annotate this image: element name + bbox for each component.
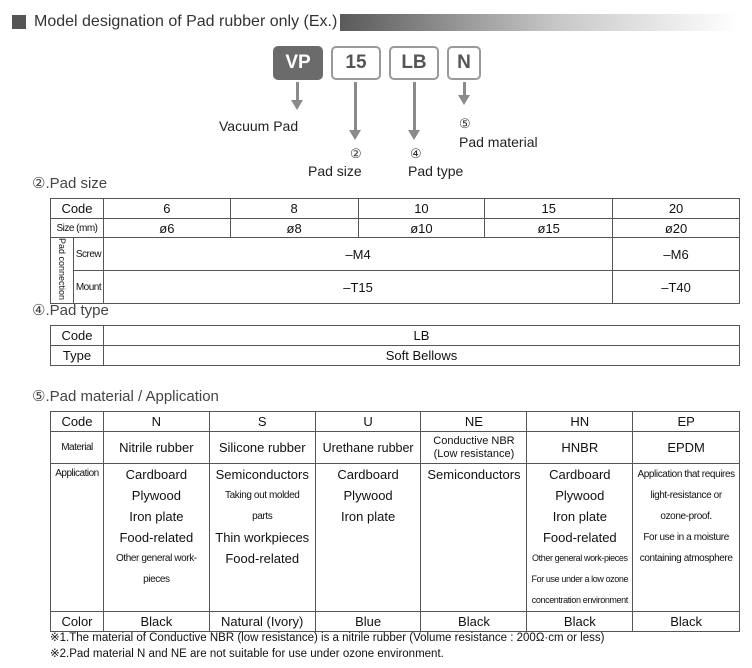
cell-application-label: Application: [51, 464, 104, 612]
cell-code: N: [103, 412, 209, 432]
cell-code-label: Code: [51, 412, 104, 432]
pad-material-title: ⑤.Pad material / Application: [32, 388, 219, 405]
table-row: [51, 219, 740, 238]
code-box-type: LB: [389, 46, 439, 80]
app-line: concentration environment: [531, 595, 628, 605]
app-line: For use under a low ozone: [531, 574, 629, 584]
table-row: [51, 612, 740, 632]
note-1: ※1.The material of Conductive NBR (low resistance) is a nitrile rubber (Volume resistance : 200Ω·cm or less): [50, 632, 605, 644]
app-line: pieces: [143, 574, 170, 585]
app-line: Plywood: [131, 488, 181, 503]
cell-code: EP: [633, 412, 740, 432]
app-line: ozone-proof.: [660, 511, 712, 522]
app-line: Application that requires: [637, 469, 735, 480]
cell-color: Black: [633, 612, 740, 632]
cell-screw-label: Screw: [73, 238, 103, 271]
app-line: Food-related: [225, 551, 300, 566]
cell-size: ø8: [230, 219, 358, 238]
app-line: Semiconductors: [427, 467, 521, 482]
cell-application-n: [103, 464, 209, 612]
cell-code: HN: [527, 412, 633, 432]
arrow-down-icon: [291, 100, 303, 110]
cell-code: 6: [103, 199, 230, 219]
app-line: Other general work-pieces: [532, 553, 628, 563]
cell-material: Silicone rubber: [209, 432, 315, 464]
cell-color: Natural (Ivory): [209, 612, 315, 632]
cell-size-label: Size (mm): [51, 219, 104, 238]
app-line: Plywood: [343, 488, 393, 503]
num-pad-type: ④: [410, 146, 422, 161]
section-header: [12, 12, 738, 32]
cell-code: S: [209, 412, 315, 432]
pad-size-title: ②.Pad size: [32, 175, 108, 192]
label-vacuum-pad: Vacuum Pad: [219, 118, 299, 134]
cell-color: Black: [421, 612, 527, 632]
code-box-size: 15: [331, 46, 381, 80]
app-line: Thin workpieces: [215, 530, 310, 545]
cell-code: U: [315, 412, 421, 432]
app-line: Plywood: [555, 488, 605, 503]
cell-code: NE: [421, 412, 527, 432]
note-2: ※2.Pad material N and NE are not suitable for use under ozone environment.: [50, 648, 444, 660]
cell-mount-label: Mount: [73, 271, 103, 304]
table-row: [51, 238, 740, 271]
table-row: [51, 271, 740, 304]
num-pad-size: ②: [350, 146, 362, 161]
pad-size-table: [50, 198, 740, 304]
pad-material-table: [50, 411, 740, 632]
cell-application-s: [209, 464, 315, 612]
arrow-type: [413, 82, 416, 132]
cell-color-label: Color: [51, 612, 104, 632]
app-line: Iron plate: [552, 509, 607, 524]
cell-material: [421, 432, 527, 464]
table-row: [51, 464, 740, 612]
cell-size: ø10: [358, 219, 485, 238]
cell-application-ep: [633, 464, 740, 612]
cell-material: HNBR: [527, 432, 633, 464]
app-line: Cardboard: [125, 467, 188, 482]
cell-screw-b: –M6: [613, 238, 740, 271]
cell-code-label: Code: [51, 199, 104, 219]
cell-code: 10: [358, 199, 485, 219]
cell-code: 8: [230, 199, 358, 219]
cell-screw-a: –M4: [103, 238, 612, 271]
gradient-bar: [340, 14, 738, 31]
label-pad-size: Pad size: [308, 163, 362, 179]
table-row: [51, 199, 740, 219]
table-row: [51, 326, 740, 346]
app-line: Iron plate: [129, 509, 184, 524]
app-line: For use in a moisture: [643, 532, 729, 543]
label-pad-material: Pad material: [459, 134, 538, 150]
cell-type-value: Soft Bellows: [103, 346, 739, 366]
cell-color: Black: [103, 612, 209, 632]
cell-material-label: Material: [51, 432, 104, 464]
cell-mount-b: –T40: [613, 271, 740, 304]
cell-code-label: Code: [51, 326, 104, 346]
table-row: [51, 412, 740, 432]
table-row: [51, 432, 740, 464]
cell-application-u: [315, 464, 421, 612]
header-title: Model designation of Pad rubber only (Ex.): [34, 13, 338, 30]
arrow-down-icon: [458, 95, 470, 105]
table-row: [51, 346, 740, 366]
cell-color: Black: [527, 612, 633, 632]
cell-mount-a: –T15: [103, 271, 612, 304]
arrow-down-icon: [349, 130, 361, 140]
arrow-size: [354, 82, 357, 132]
app-line: containing atmosphere: [639, 553, 733, 564]
app-line: Other general work-: [115, 553, 197, 564]
material-ne-line2: (Low resistance): [433, 447, 515, 460]
cell-color: Blue: [315, 612, 421, 632]
cell-material: EPDM: [633, 432, 740, 464]
app-line: Semiconductors: [215, 467, 309, 482]
cell-size: ø20: [613, 219, 740, 238]
app-line: light-resistance or: [650, 490, 722, 501]
cell-code: 20: [613, 199, 740, 219]
arrow-down-icon: [408, 130, 420, 140]
label-pad-type: Pad type: [408, 163, 464, 179]
material-ne-line1: Conductive NBR: [433, 434, 515, 447]
num-pad-material: ⑤: [459, 116, 471, 131]
code-box-material: N: [447, 46, 481, 80]
cell-application-ne: [421, 464, 527, 612]
pad-type-table: [50, 325, 740, 366]
cell-size: ø6: [103, 219, 230, 238]
cell-pad-connection: [51, 238, 74, 304]
app-line: parts: [252, 511, 273, 522]
pad-type-title: ④.Pad type: [32, 302, 109, 319]
cell-material: [315, 432, 421, 464]
app-line: Iron plate: [340, 509, 396, 524]
cell-size: ø15: [485, 219, 613, 238]
cell-code: 15: [485, 199, 613, 219]
app-line: Food-related: [119, 530, 194, 545]
app-line: Cardboard: [337, 467, 399, 482]
square-bullet-icon: [12, 15, 26, 29]
app-line: Food-related: [542, 530, 617, 545]
app-line: Cardboard: [549, 467, 611, 482]
pad-connection-label: Pad connection: [56, 238, 67, 301]
app-line: Taking out molded: [225, 490, 300, 501]
cell-material: Nitrile rubber: [103, 432, 209, 464]
code-box-vp: VP: [273, 46, 323, 80]
cell-type-label: Type: [51, 346, 104, 366]
cell-application-hn: [527, 464, 633, 612]
material-urethane: Urethane rubber: [322, 440, 414, 455]
cell-code-value: LB: [103, 326, 739, 346]
